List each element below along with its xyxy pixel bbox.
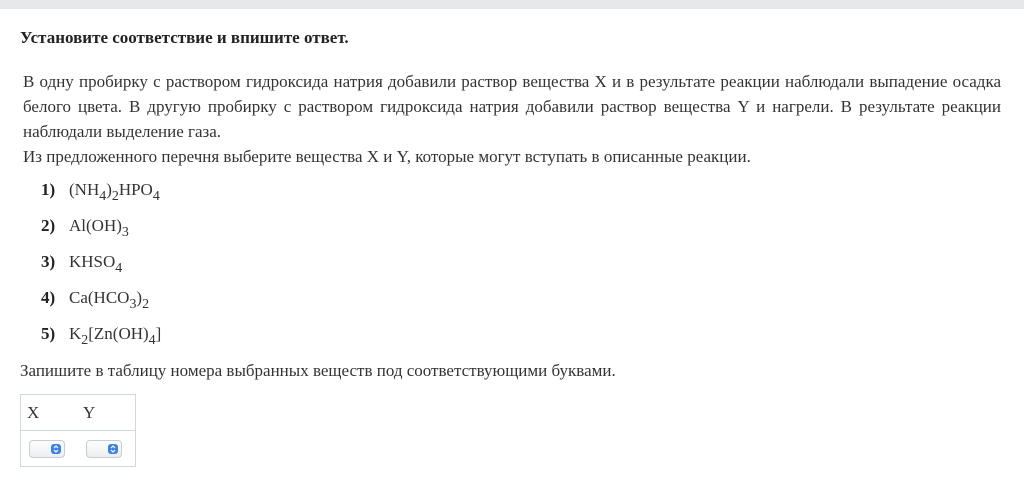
option-item [41,324,161,360]
formula-text: KHSO [69,252,116,271]
answer-table-input-row [21,431,136,467]
task-paragraph-1: В одну пробирку с раствором гидроксида натрия добавили раствор вещества X и в результате реакции наблюдали выпадение осадка белого цвета. В другую пробирку с раствором гидроксида натрия добавили раствор вещества Y и нагрели. В результате реакции наблюдали выделение газа. [23,72,1001,141]
option-number: 4) [41,288,56,307]
formula-subscript: 2 [111,188,119,204]
formula-text: Al(OH) [69,216,122,235]
header-x: X [27,402,40,422]
answer-y-select[interactable] [86,440,122,458]
formula-text: HPO [118,180,153,199]
option-number: 5) [41,324,56,343]
option-item [41,252,161,288]
formula-subscript: 4 [148,332,156,348]
formula-subscript: 4 [152,188,160,204]
instruction-text: Запишите в таблицу номера выбранных веществ под соответствующими буквами. [20,361,616,380]
task-text [23,69,1001,169]
top-header-bar [0,0,1024,9]
formula-text: ) [106,180,112,199]
formula-text: (NH [69,180,100,199]
formula-text: K [69,324,82,343]
task-title: Установите соответствие и впишите ответ. [20,28,349,47]
option-number: 1) [41,180,56,199]
answer-table [20,394,136,467]
formula-subscript: 4 [115,260,123,276]
options-list [41,180,161,360]
select-arrows-icon [108,444,118,454]
option-formula [69,324,162,348]
option-item [41,216,161,252]
option-formula [69,216,129,240]
formula-subscript: 2 [81,332,89,348]
option-number: 2) [41,216,56,235]
option-formula [69,252,123,276]
answer-table-header-row [21,395,136,431]
formula-text: ] [155,324,162,343]
header-y: Y [83,402,96,422]
formula-text: ) [136,288,143,307]
option-item [41,288,161,324]
formula-subscript: 4 [99,188,107,204]
option-formula [69,180,160,204]
formula-text: Ca(HCO [69,288,130,307]
formula-text: [Zn(OH) [88,324,149,343]
option-formula [69,288,150,312]
select-arrows-icon [51,444,61,454]
formula-subscript: 2 [142,296,150,312]
option-item [41,180,161,216]
formula-subscript: 3 [129,296,137,312]
option-number: 3) [41,252,56,271]
task-paragraph-2: Из предложенного перечня выберите вещества X и Y, которые могут вступать в описанные реакции. [23,147,751,166]
formula-subscript: 3 [121,224,129,240]
answer-x-select[interactable] [29,440,65,458]
